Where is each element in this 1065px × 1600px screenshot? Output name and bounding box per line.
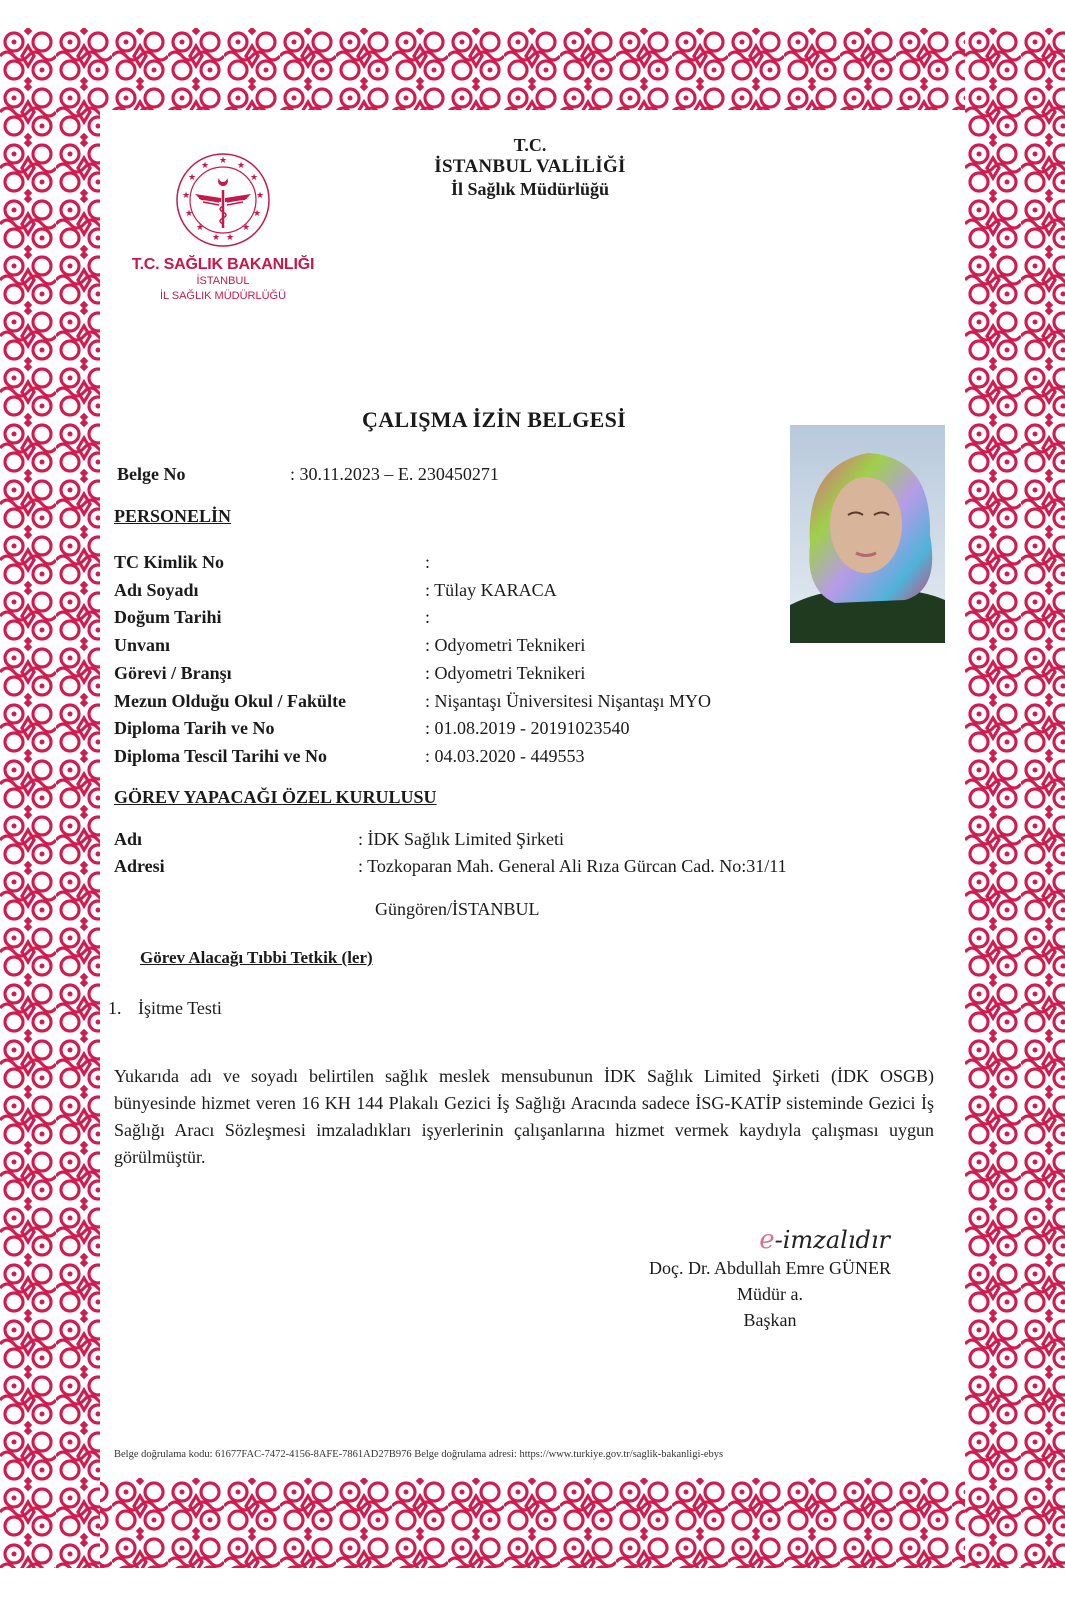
- svg-text:★: ★: [187, 173, 197, 183]
- personnel-field-value: : Tülay KARACA: [425, 579, 557, 600]
- personnel-field-label: Doğum Tarihi: [114, 607, 222, 628]
- institution-address-label: Adresi: [114, 856, 165, 876]
- personnel-field-value: :: [425, 552, 431, 572]
- svg-text:★: ★: [249, 173, 259, 183]
- e-signature-mark: [620, 1225, 920, 1255]
- svg-text:★: ★: [225, 233, 235, 243]
- exam-item-number: 1.: [108, 998, 122, 1018]
- header-directorate: İl Sağlık Müdürlüğü: [450, 179, 610, 199]
- verification-footer: Belge doğrulama kodu: 61677FAC-7472-4156-8AFE-7861AD27B976 Belge doğrulama adresi: https://www.turkiye.gov.tr/saglik-bakanligi-ebys: [114, 1449, 724, 1460]
- personnel-field-value: : Nişantaşı Üniversitesi Nişantaşı MYO: [425, 690, 711, 711]
- statement-paragraph: Yukarıda adı ve soyadı belirtilen sağlık meslek mensubunun İDK Sağlık Limited Şirketi (İDK OSGB) bünyesinde hizmet veren 16 KH 144 Plakalı Gezici İş Sağlığı Aracında sadece İSG-KATİP sisteminde Gezici İş Sağlığı Aracı Sözleşmesi imzaladıkları işyerlerinin çalışanlarına hizmet vermek kaydıyla çalışması uygun görülmüştür.: [114, 1066, 934, 1167]
- institution-address-line2: Güngören/İSTANBUL: [375, 899, 540, 919]
- exam-item: [108, 997, 222, 1019]
- ornamental-border-top: [0, 28, 1065, 110]
- document-title: ÇALIŞMA İZİN BELGESİ: [362, 407, 626, 432]
- institution-name-value: : İDK Sağlık Limited Şirketi: [358, 829, 564, 849]
- belge-no-value: : 30.11.2023 – E. 230450271: [290, 464, 499, 484]
- signatory-name: Doç. Dr. Abdullah Emre GÜNER: [649, 1258, 891, 1278]
- personnel-field-value: : 01.08.2019 - 20191023540: [425, 718, 630, 739]
- ministry-logo: [118, 150, 328, 304]
- personnel-field-label: Diploma Tescil Tarihi ve No: [114, 745, 328, 766]
- institution-heading: GÖREV YAPACAĞI ÖZEL KURULUSU: [114, 787, 437, 807]
- belge-no-label: Belge No: [117, 464, 186, 484]
- e-signature-text: -imzalıdır: [774, 1226, 890, 1254]
- svg-text:★: ★: [255, 191, 265, 201]
- svg-text:★: ★: [241, 223, 251, 233]
- header-governorship: İSTANBUL VALİLİĞİ: [434, 156, 626, 177]
- svg-text:★: ★: [252, 209, 262, 219]
- personnel-field-label: TC Kimlik No: [114, 552, 225, 572]
- personnel-field-value: :: [425, 607, 431, 628]
- signatory-title-1: Müdür a.: [737, 1284, 803, 1304]
- institution-name-label: Adı: [114, 829, 143, 849]
- signatory-title-2: Başkan: [743, 1310, 797, 1330]
- exam-item-label: İşitme Testi: [138, 998, 222, 1018]
- institution-address-value: : Tozkoparan Mah. General Ali Rıza Gürcan Cad. No:31/11: [358, 856, 787, 876]
- document-header: [380, 134, 680, 200]
- personnel-field-label: Adı Soyadı: [114, 579, 199, 600]
- personnel-heading: PERSONELİN: [114, 506, 232, 526]
- e-signature-icon: e: [759, 1225, 775, 1255]
- personnel-photo: [790, 425, 945, 643]
- exams-heading: Görev Alacağı Tıbbi Tetkik (ler): [140, 948, 373, 967]
- personnel-field-value: : Odyometri Teknikeri: [425, 662, 586, 683]
- svg-text:★: ★: [181, 191, 191, 201]
- personnel-field-label: Diploma Tarih ve No: [114, 718, 275, 739]
- personnel-field-value: : Odyometri Teknikeri: [425, 635, 586, 656]
- personnel-field-label: Görevi / Branşı: [114, 662, 232, 683]
- svg-text:★: ★: [195, 223, 205, 233]
- ornamental-border-right: [965, 28, 1065, 1568]
- ministry-of-health-seal-icon: [173, 150, 273, 250]
- logo-title: T.C. SAĞLIK BAKANLIĞI: [131, 256, 315, 273]
- svg-text:★: ★: [184, 209, 194, 219]
- svg-text:★: ★: [200, 161, 210, 171]
- personnel-field-value: : 04.03.2020 - 449553: [425, 745, 585, 766]
- signature-block: [620, 1225, 920, 1333]
- logo-subtitle-city: İSTANBUL: [196, 275, 250, 287]
- svg-text:★: ★: [218, 156, 228, 166]
- svg-text:★: ★: [211, 233, 221, 243]
- ornamental-border-left: [0, 28, 100, 1568]
- svg-text:★: ★: [236, 161, 246, 171]
- header-tc: T.C.: [513, 135, 547, 155]
- personnel-field-label: Mezun Olduğu Okul / Fakülte: [114, 690, 347, 711]
- logo-subtitle-directorate: İL SAĞLIK MÜDÜRLÜĞÜ: [159, 290, 287, 302]
- personnel-field-label: Unvanı: [114, 635, 171, 656]
- ornamental-border-bottom: [0, 1478, 1065, 1568]
